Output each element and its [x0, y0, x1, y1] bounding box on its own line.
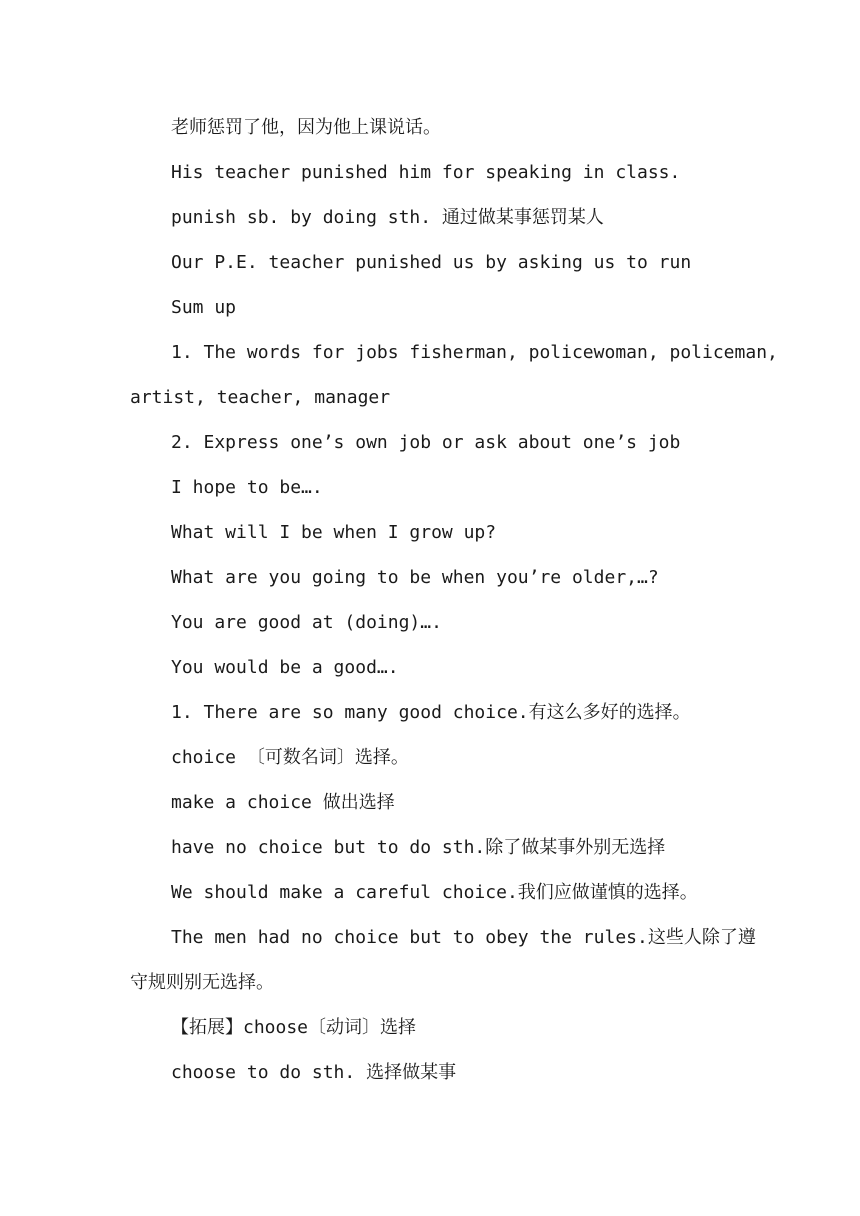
text-line: 【拓展】choose〔动词〕选择 [171, 1017, 417, 1038]
text-line: His teacher punished him for speaking in class. [171, 162, 681, 183]
text-line: What will I be when I grow up? [171, 522, 497, 543]
text-line: The men had no choice but to obey the rules.这些人除了遵 [171, 927, 756, 948]
text-line: 老师惩罚了他，因为他上课说话。 [171, 117, 441, 138]
text-line: artist, teacher, manager [130, 387, 391, 408]
text-line: We should make a careful choice.我们应做谨慎的选择。 [171, 882, 698, 903]
text-line: What are you going to be when you’re older,…? [171, 567, 659, 588]
text-line: I hope to be…. [171, 477, 323, 498]
text-line: 1. There are so many good choice.有这么多好的选择。 [171, 702, 691, 723]
text-line: 守规则别无选择。 [130, 972, 274, 993]
text-line: punish sb. by doing sth. 通过做某事惩罚某人 [171, 207, 604, 228]
text-line: choice 〔可数名词〕选择。 [171, 747, 409, 768]
text-line: have no choice but to do sth.除了做某事外别无选择 [171, 837, 666, 858]
text-line: 1. The words for jobs fisherman, policewoman, policeman, [171, 342, 778, 363]
text-line: You are good at (doing)…. [171, 612, 442, 633]
text-line: Our P.E. teacher punished us by asking us to run [171, 252, 692, 273]
text-line: You would be a good…. [171, 657, 399, 678]
section-heading: Sum up [171, 297, 237, 318]
text-line: choose to do sth. 选择做某事 [171, 1062, 457, 1083]
text-line: make a choice 做出选择 [171, 792, 395, 813]
text-line: 2. Express one’s own job or ask about one’s job [171, 432, 681, 453]
